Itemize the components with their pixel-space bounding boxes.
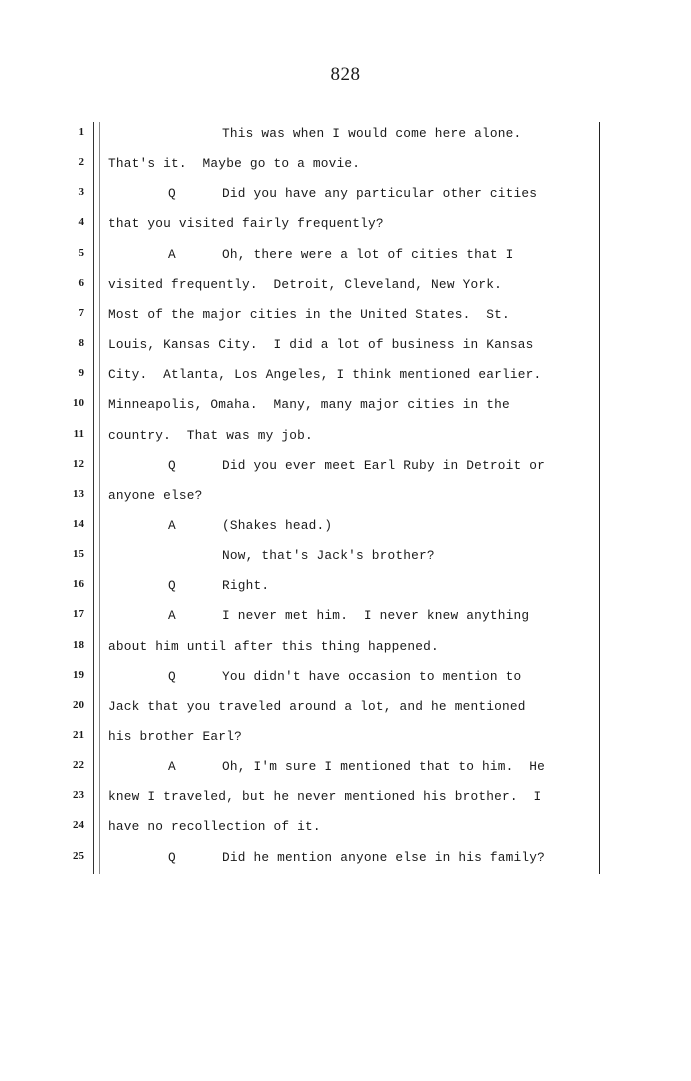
line-text: This was when I would come here alone. <box>222 126 522 141</box>
line-text: anyone else? <box>108 487 203 503</box>
page-number: 828 <box>330 64 361 85</box>
transcript-line <box>0 578 691 608</box>
line-text: Oh, there were a lot of cities that I <box>222 246 514 262</box>
line-number: 24 <box>73 819 84 832</box>
line-text: that you visited fairly frequently? <box>108 216 384 232</box>
line-number: 12 <box>73 457 84 470</box>
transcript-line <box>0 669 691 699</box>
line-text: Oh, I'm sure I mentioned that to him. He <box>222 759 546 775</box>
line-text: (Shakes head.) <box>222 517 333 533</box>
line-text: about him until after this thing happened. <box>108 638 439 654</box>
speaker-label: A <box>168 246 176 262</box>
line-text: You didn't have occasion to mention to <box>222 668 522 684</box>
transcript-line <box>0 458 691 488</box>
speaker-label: A <box>168 608 176 624</box>
line-text: Right. <box>222 578 270 594</box>
line-number: 19 <box>73 668 84 681</box>
line-number: 5 <box>78 246 84 259</box>
line-text: his brother Earl? <box>108 729 242 744</box>
line-number: 14 <box>73 517 84 530</box>
transcript-line <box>0 699 691 729</box>
line-number: 9 <box>78 367 84 380</box>
line-text: Most of the major cities in the United States. St. <box>108 306 510 322</box>
transcript-line <box>0 639 691 669</box>
transcript-line <box>0 548 691 578</box>
speaker-label: Q <box>168 186 176 202</box>
line-number: 20 <box>73 698 84 711</box>
line-text: Now, that's Jack's brother? <box>222 548 435 564</box>
transcript-line <box>0 608 691 638</box>
transcript-line <box>0 367 691 397</box>
line-text: Did you have any particular other cities <box>222 186 538 202</box>
line-number: 6 <box>78 276 84 289</box>
transcript-line <box>0 126 691 156</box>
line-number: 25 <box>73 849 84 862</box>
line-number: 4 <box>78 216 84 229</box>
line-text: have no recollection of it. <box>108 819 321 835</box>
line-text: Did he mention anyone else in his family? <box>222 849 546 865</box>
line-text: Minneapolis, Omaha. Many, many major cities in the <box>108 397 510 413</box>
line-text: City. Atlanta, Los Angeles, I think mentioned earlier. <box>108 367 542 383</box>
speaker-label: Q <box>168 849 176 865</box>
line-number: 8 <box>78 337 84 350</box>
line-text: That's it. Maybe go to a movie. <box>108 156 361 172</box>
transcript-line <box>0 156 691 186</box>
line-number: 21 <box>73 729 84 741</box>
transcript-line <box>0 247 691 277</box>
transcript-line <box>0 518 691 548</box>
line-number: 16 <box>73 578 84 591</box>
line-number: 15 <box>73 548 84 561</box>
transcript-line <box>0 488 691 518</box>
transcript-line <box>0 729 691 759</box>
transcript-line <box>0 850 691 880</box>
transcript-line <box>0 277 691 307</box>
transcript-line <box>0 428 691 458</box>
line-text: Jack that you traveled around a lot, and he mentioned <box>108 698 526 714</box>
transcript-line <box>0 759 691 789</box>
transcript-line <box>0 307 691 337</box>
transcript-line <box>0 216 691 246</box>
speaker-label: Q <box>168 578 176 594</box>
line-number: 1 <box>78 126 84 138</box>
line-number: 3 <box>78 186 84 199</box>
line-number: 10 <box>73 397 84 410</box>
speaker-label: Q <box>168 668 176 684</box>
transcript-line <box>0 186 691 216</box>
speaker-label: A <box>168 517 176 533</box>
line-number: 18 <box>73 638 84 651</box>
line-text: I never met him. I never knew anything <box>222 608 530 624</box>
transcript-line <box>0 789 691 819</box>
speaker-label: A <box>168 759 176 775</box>
line-number: 7 <box>78 306 84 319</box>
line-text: visited frequently. Detroit, Cleveland, New York. <box>108 276 502 292</box>
speaker-label: Q <box>168 457 176 473</box>
line-number: 2 <box>78 156 84 169</box>
line-number: 11 <box>73 427 84 440</box>
line-text: knew I traveled, but he never mentioned his brother. I <box>108 789 542 805</box>
line-number: 17 <box>73 608 84 621</box>
line-text: Did you ever meet Earl Ruby in Detroit or <box>222 457 546 473</box>
transcript-line <box>0 337 691 367</box>
transcript-line <box>0 819 691 849</box>
line-number: 22 <box>73 759 84 772</box>
transcript-line <box>0 397 691 427</box>
line-number: 13 <box>73 487 84 500</box>
line-text: country. That was my job. <box>108 427 313 443</box>
line-text: Louis, Kansas City. I did a lot of business in Kansas <box>108 337 534 353</box>
line-number: 23 <box>73 789 84 802</box>
